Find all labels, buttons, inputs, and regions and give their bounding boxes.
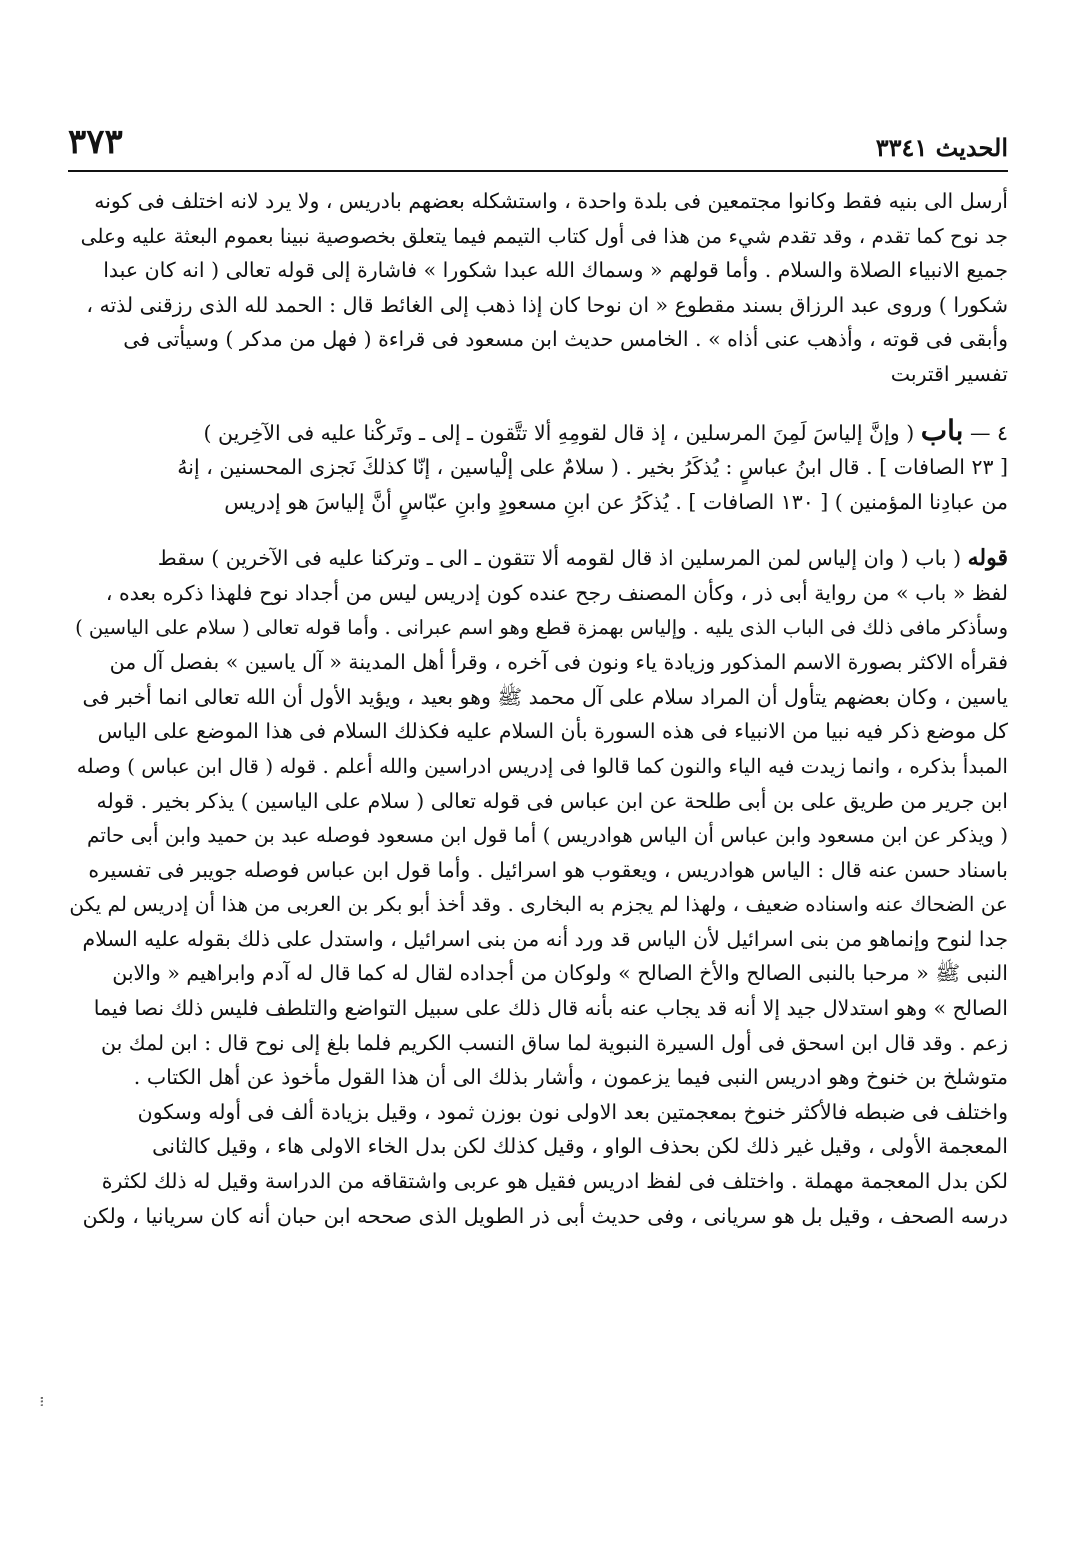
text-line: وسأذكر مافى ذلك فى الباب الذى يليه . وإلياس بهمزة قطع وهو اسم عبرانى . وأما قوله تعالى ( سلام على الياسين ) xyxy=(75,615,1008,639)
chapter-heading xyxy=(68,414,1008,520)
text-line: أرسل الى بنيه فقط وكانوا مجتمعين فى بلدة واحدة ، واستشكله بعضهم بادريس ، ولا يرد لانه اختلف فى كونه xyxy=(94,189,1008,213)
continuation-paragraph xyxy=(68,184,1008,392)
text-line: المبدأ بذكره ، وانما زيدت فيه الياء والنون كما قالوا فى إدريس ادراسين والله أعلم . قوله ( قال ابن عباس ) وصله xyxy=(76,753,1008,778)
chapter-verse: ( وإنَّ إلياسَ لَمِنَ المرسلين ، إذ قال لقومِهِ ألا تتَّقون ـ إلى ـ وتَركْنا عليه فى الآخِرين ) xyxy=(203,420,915,445)
text-line: وأبقى فى قوته ، وأذهب عنى أذاه » . الخامس حديث ابن مسعود فى قراءة ( فهل من مدكر ) وسيأتى فى xyxy=(123,327,1008,352)
text-line: ياسين ، وكان بعضهم يتأول أن المراد سلام على آل محمد ﷺ وهو بعيد ، ويؤيد الأول أن الله تعالى انما أخبر فى xyxy=(82,684,1008,709)
text-line: واختلف فى ضبطه فالأكثر خنوخ بمعجمتين بعد الاولى نون بوزن ثمود ، وقيل بزيادة ألف فى أوله وسكون xyxy=(137,1099,1008,1124)
commentary-first-line xyxy=(68,541,1008,576)
text-line: الصالح » وهو استدلال جيد إلا أنه قد يجاب عنه بأنه قال ذلك على سبيل التواضع والتلطف فليس ذلك نصا فيما xyxy=(93,996,1008,1021)
chapter-number: ٤ — xyxy=(969,420,1008,445)
running-title: الحديث ٣٣٤١ xyxy=(875,133,1008,162)
chapter-line: من عبادِنا المؤمنين ) [ ١٣٠ الصافات ] . يُذكَرُ عن ابنِ مسعودٍ وابنِ عبّاسٍ أنَّ إلياسَ هو إدريس xyxy=(224,489,1008,514)
text-line: لفظ « باب » من رواية أبى ذر ، وكأن المصنف رجح عنده كون إدريس ليس من أجداد نوح فلهذا ذكره بعده ، xyxy=(105,580,1008,605)
text-line: النبى ﷺ « مرحبا بالنبى الصالح والأخ الصالح » ولوكان من أجداده لقال له كما قال له آدم وابراهيم « والابن xyxy=(112,961,1008,986)
commentary xyxy=(68,541,1008,1233)
text-line: فقرأه الاكثر بصورة الاسم المذكور وزيادة ياء ونون فى آخره ، وقرأ أهل المدينة « آل ياسين » بفصل آل من xyxy=(109,650,1008,675)
text-line: جميع الانبياء الصلاة والسلام . وأما قولهم « وسماك الله عبدا شكورا » فاشارة إلى قوله تعالى ( انه كان عبدا xyxy=(103,258,1008,283)
text-line: شكورا ) وروى عبد الرزاق بسند مقطوع « ان نوحا كان إذا ذهب إلى الغائط قال : الحمد لله الذى رزقنى لذته ، xyxy=(86,292,1008,317)
page-header xyxy=(68,118,1008,162)
chapter-title-line xyxy=(68,414,1008,451)
page-number: ٣٧٣ xyxy=(68,122,123,162)
text-line: ( ويذكر عن ابن مسعود وابن عباس أن الياس هوادريس ) أما قول ابن مسعود فوصله عبد بن حميد وابن أبى حاتم xyxy=(87,823,1008,848)
text-line: باسناد حسن عنه قال : الياس هوادريس ، ويعقوب هو اسرائيل . وأما قول ابن عباس فوصله جويبر فى تفسيره xyxy=(88,857,1008,882)
text-line: عن الضحاك عنه واسناده ضعيف ، ولهذا لم يجزم به البخارى . وقد أخذ أبو بكر بن العربى من هذا أن إدريس لم يكن xyxy=(69,892,1008,917)
chapter-label: باب xyxy=(920,413,964,447)
commentary-text: ( باب ( وان إلياس لمن المرسلين اذ قال لقومه ألا تتقون ـ الى ـ وتركنا عليه فى الآخرين ) سقط xyxy=(157,546,962,571)
margin-mark: ፧ xyxy=(40,1392,44,1411)
header-rule xyxy=(68,170,1008,172)
text-line: المعجمة الأولى ، وقيل غير ذلك لكن بحذف الواو ، وقيل كذلك لكن بدل الخاء الاولى هاء ، وقيل كالثانى xyxy=(152,1134,1008,1159)
text-line: ابن جرير من طريق على بن أبى طلحة عن ابن عباس فى قوله تعالى ( سلام على الياسين ) يذكر بخير . قوله xyxy=(96,788,1008,813)
text-line: متوشلخ بن خنوخ وهو ادريس النبى فيما يزعمون ، وأشار بذلك الى أن هذا القول مأخوذ عن أهل الكتاب . xyxy=(133,1065,1008,1090)
text-line: جد نوح كما تقدم ، وقد تقدم شيء من هذا فى أول كتاب التيمم فيما يتعلق بخصوصية نبينا بعموم البعثة عليه وعلى xyxy=(80,223,1008,248)
chapter-line: [ ٢٣ الصافات ] . قال ابنُ عباسٍ : يُذكَرُ بخير . ( سلامٌ على إلْياسين ، إنّا كذلكَ نَجزى المحسنين ، إنهُ xyxy=(177,455,1008,480)
text-line: لكن بدل المعجمة مهملة . واختلف فى لفظ ادريس فقيل هو عربى واشتقاقه من الدراسة وقيل له ذلك لكثرة xyxy=(101,1169,1008,1194)
text-line: درسه الصحف ، وقيل بل هو سريانى ، وفى حديث أبى ذر الطويل الذى صححه ابن حبان أنه كان سريانيا ، ولكن xyxy=(82,1203,1008,1228)
qawluhu-marker: قوله xyxy=(967,545,1008,572)
text-line: جدا لنوح وإنماهو من بنى اسرائيل لأن الياس قد ورد أنه من بنى اسرائيل ، واستدل على ذلك بقوله عليه السلام xyxy=(82,926,1008,951)
text-line: كل موضع ذكر فيه نبيا من الانبياء فى هذه السورة بأن السلام عليه فكذلك السلام فى هذا الموضع على الياس xyxy=(97,719,1008,744)
text-line: زعم . وقد قال ابن اسحق فى أول السيرة النبوية لما ساق النسب الكريم فلما بلغ إلى نوح قال : ابن لمك بن xyxy=(100,1030,1008,1055)
text-line: تفسير اقتربت xyxy=(890,361,1008,386)
